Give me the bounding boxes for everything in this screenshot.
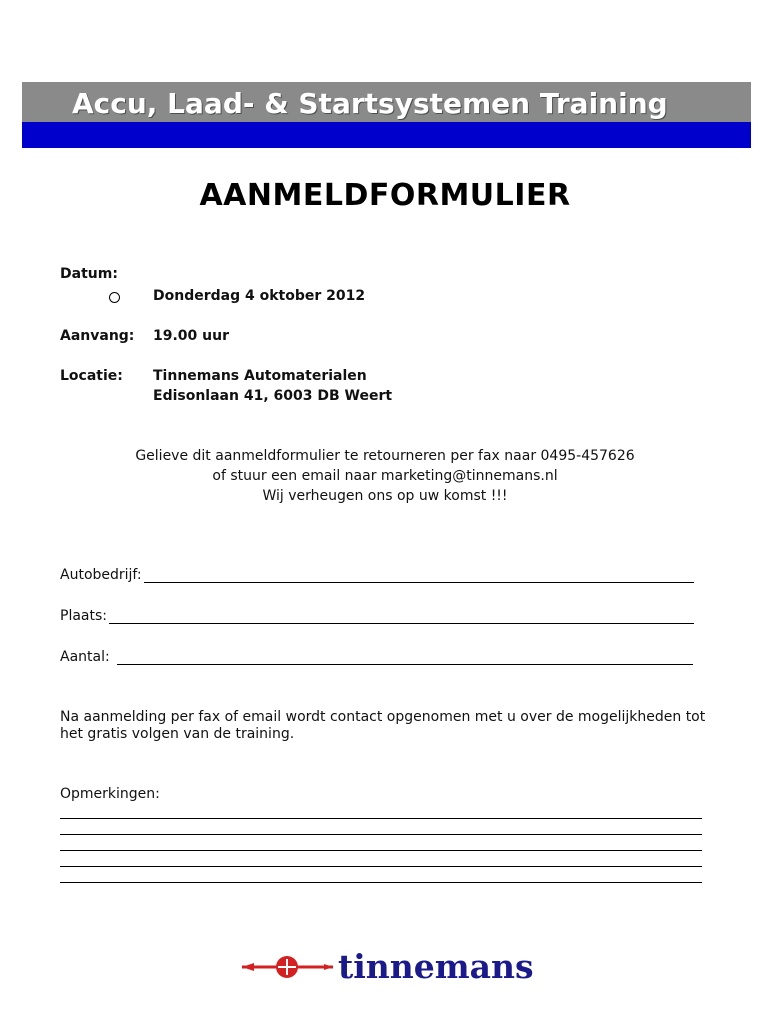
plaats-label: Plaats:	[60, 608, 107, 624]
remarks-line[interactable]	[60, 850, 702, 851]
locatie-name: Tinnemans Automaterialen	[153, 368, 367, 384]
locatie-address: Edisonlaan 41, 6003 DB Weert	[153, 388, 393, 404]
autobedrijf-label: Autobedrijf:	[60, 567, 142, 583]
remarks-line[interactable]	[60, 882, 702, 883]
aantal-label: Aantal:	[60, 649, 110, 665]
remarks-line[interactable]	[60, 818, 702, 819]
bullet-icon	[109, 292, 120, 303]
locatie-label: Locatie:	[60, 368, 123, 384]
page-title: AANMELDFORMULIER	[199, 178, 571, 213]
instruction-email: of stuur een email naar marketing@tinnemans.nl	[212, 468, 558, 484]
tinnemans-logo-text: tinnemans	[338, 947, 534, 986]
plaats-line[interactable]	[109, 609, 694, 624]
aanvang-value: 19.00 uur	[153, 328, 229, 344]
plaats-field[interactable]	[60, 608, 694, 624]
aantal-line[interactable]	[117, 650, 693, 665]
instruction-fax: Gelieve dit aanmeldformulier te retourneren per fax naar 0495-457626	[135, 448, 635, 464]
autobedrijf-field[interactable]	[60, 567, 694, 583]
banner-title: Accu, Laad- & Startsystemen Training	[72, 87, 668, 120]
aanvang-label: Aanvang:	[60, 328, 135, 344]
aantal-field[interactable]	[60, 649, 693, 665]
remarks-line[interactable]	[60, 866, 702, 867]
datum-label: Datum:	[60, 266, 118, 282]
instruction-welcome: Wij verheugen ons op uw komst !!!	[262, 488, 508, 504]
contact-note: Na aanmelding per fax of email wordt contact opgenomen met u over de mogelijkheden tot het gratis volgen van de training.	[60, 709, 706, 742]
autobedrijf-line[interactable]	[144, 568, 694, 583]
header-accent-bar	[22, 122, 751, 148]
datum-value: Donderdag 4 oktober 2012	[153, 288, 366, 304]
remarks-line[interactable]	[60, 834, 702, 835]
remarks-label: Opmerkingen:	[60, 786, 160, 802]
